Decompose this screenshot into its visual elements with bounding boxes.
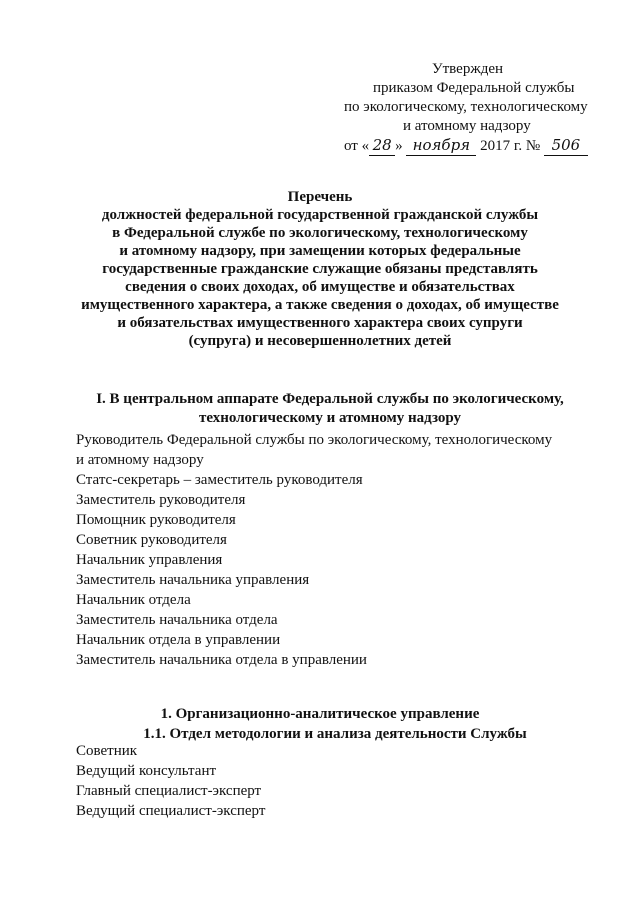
document-title xyxy=(60,188,580,350)
list-item: Заместитель начальника отдела xyxy=(76,612,278,628)
list-item: Начальник отдела xyxy=(76,592,191,608)
title-line: (супруга) и несовершеннолетних детей xyxy=(188,333,452,349)
list-item: Главный специалист-эксперт xyxy=(76,783,262,799)
position-list-department xyxy=(76,741,265,821)
approval-line-4: и атомному надзору xyxy=(403,118,531,134)
list-item: Ведущий специалист-эксперт xyxy=(76,803,266,819)
date-year: 2017 г. xyxy=(480,138,523,154)
list-item: Советник xyxy=(76,743,138,759)
list-item: Советник руководителя xyxy=(76,532,227,548)
title-line: должностей федеральной государственной гражданской службы xyxy=(101,207,539,223)
date-prefix: от « xyxy=(344,138,370,154)
title-line: и атомному надзору, при замещении которых федеральные xyxy=(119,243,521,259)
number-label: № xyxy=(525,138,541,154)
list-item: Статс-секретарь – заместитель руководителя xyxy=(76,472,363,488)
title-line: государственные гражданские служащие обязаны представлять xyxy=(102,261,538,277)
date-day: 28 xyxy=(369,136,395,156)
date-month: ноября xyxy=(406,136,476,156)
list-item: Помощник руководителя xyxy=(76,512,236,528)
title-line: и обязательствах имущественного характера своих супруги xyxy=(117,315,523,331)
title-line: сведения о своих доходах, об имуществе и обязательствах xyxy=(125,279,515,295)
section-heading-line-1: I. В центральном аппарате Федеральной службы по экологическому, xyxy=(96,391,564,407)
approval-date-line xyxy=(344,136,588,156)
approval-line-2: приказом Федеральной службы xyxy=(373,80,575,96)
position-list-central xyxy=(76,430,552,670)
list-item: Начальник управления xyxy=(76,552,223,568)
list-item: Заместитель руководителя xyxy=(76,492,246,508)
title-line: в Федеральной службе по экологическому, технологическому xyxy=(112,225,528,241)
date-mid: » xyxy=(395,138,403,154)
list-item: Начальник отдела в управлении xyxy=(76,632,281,648)
title-line: Перечень xyxy=(287,189,353,205)
list-item: Заместитель начальника управления xyxy=(76,572,310,588)
department-heading-text: 1.1. Отдел методологии и анализа деятельности Службы xyxy=(143,726,527,742)
section-heading-line-2: технологическому и атомному надзору xyxy=(198,410,462,426)
list-item: и атомному надзору xyxy=(76,452,204,468)
list-item: Заместитель начальника отдела в управлении xyxy=(76,652,367,668)
approval-line-1: Утвержден xyxy=(432,61,504,77)
section-heading xyxy=(60,390,600,428)
title-line: имущественного характера, а также сведения о доходах, об имуществе xyxy=(81,297,559,313)
subsection-heading: 1. Организационно-аналитическое управление xyxy=(160,706,480,722)
list-item: Руководитель Федеральной службы по экологическому, технологическому xyxy=(76,432,553,448)
approval-line-3: по экологическому, технологическому xyxy=(344,99,588,115)
list-item: Ведущий консультант xyxy=(76,763,217,779)
order-number: 506 xyxy=(544,136,588,156)
